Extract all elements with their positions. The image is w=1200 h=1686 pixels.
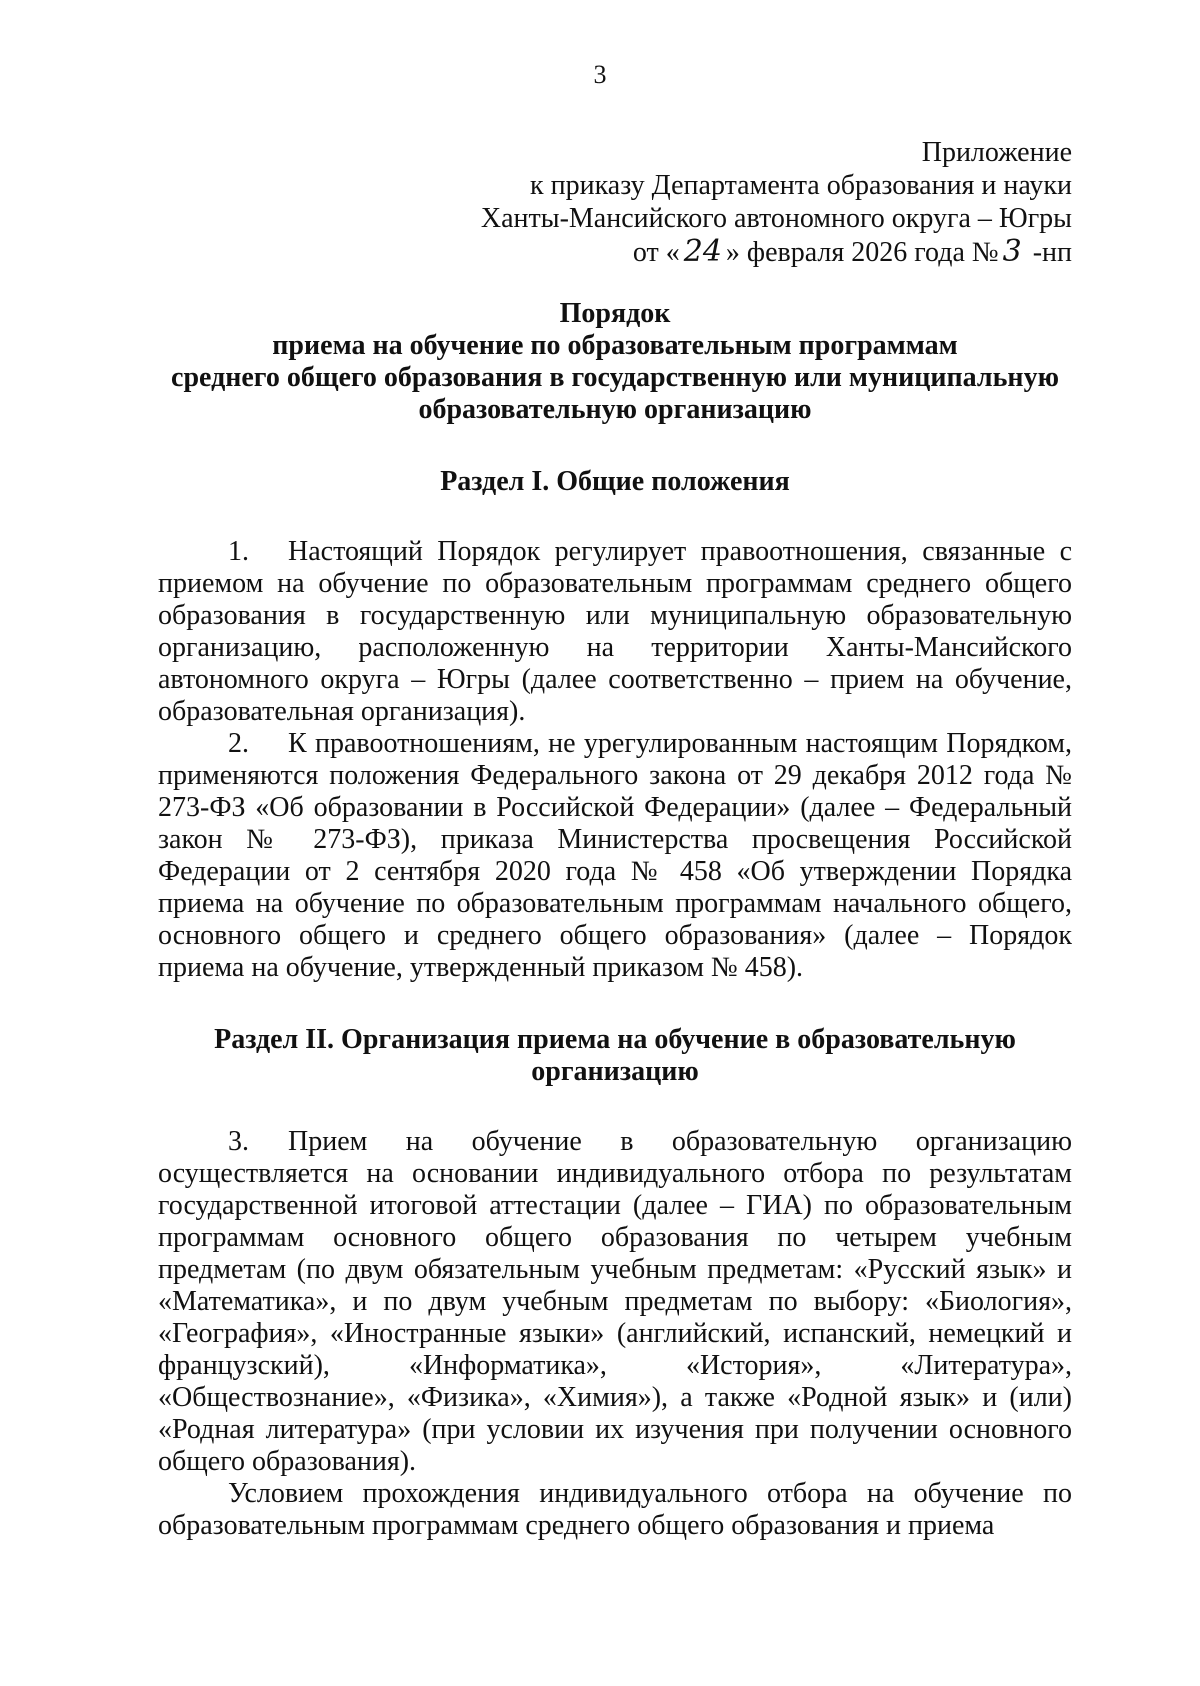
paragraph-4-text: Условием прохождения индивидуального отбора на обучение по образовательным программам среднего общего образования и приема [158, 1478, 1072, 1541]
paragraph-2 [158, 728, 1072, 984]
appendix-order-ref: к приказу Департамента образования и науки [530, 170, 1072, 201]
paragraph-1 [158, 536, 1072, 728]
paragraph-3-text: Прием на обучение в образовательную организацию осуществляется на основании индивидуального отбора по результатам государственной итоговой аттестации (далее – ГИА) по образовательным программам основного общего образования по четырем учебным предметам (по двум обязательным учебным предметам: «Русский язык» и «Математика», и по двум учебным предметам по выбору: «Биология», «География», «Иностранные языки» (английский, испанский, немецкий и французский), «Информатика», «История», «Литература», «Обществознание», «Физика», «Химия»), а также «Родной язык» и (или) «Родная литература» (при условии их изучения при получении основного общего образования). [158, 1126, 1072, 1477]
appendix-region: Ханты-Мансийского автономного округа – Югры [480, 203, 1072, 234]
section-1-heading: Раздел I. Общие положения [440, 466, 790, 497]
title-line-2: приема на обучение по образовательным программам [272, 330, 958, 361]
date-middle: » февраля 2026 года № [725, 237, 999, 268]
date-suffix: -нп [1032, 237, 1072, 268]
title-line-1: Порядок [559, 298, 671, 329]
paragraph-1-text: Настоящий Порядок регулирует правоотношения, связанные с приемом на обучение по образовательным программам среднего общего образования в государственную или муниципальную образовательную организацию, расположенную на территории Ханты-Мансийского автономного округа – Югры (далее соответственно – прием на обучение, образовательная организация). [158, 536, 1072, 727]
paragraph-2-number: 2. [228, 728, 249, 759]
handwritten-number: 3 [1002, 234, 1022, 269]
paragraph-4 [158, 1478, 1072, 1542]
paragraph-2-text: К правоотношениям, не урегулированным настоящим Порядком, применяются положения Федерального закона от 29 декабря 2012 года № 273-ФЗ «Об образовании в Российской Федерации» (далее – Федеральный закон № 273-ФЗ), приказа Министерства просвещения Российской Федерации от 2 сентября 2020 года № 458 «Об утверждении Порядка приема на обучение по образовательным программам начального общего, основного общего и среднего общего образования» (далее – Порядок приема на обучение, утвержденный приказом № 458). [158, 728, 1072, 983]
paragraph-3 [158, 1126, 1072, 1478]
paragraph-1-number: 1. [228, 536, 249, 567]
paragraph-3-number: 3. [228, 1126, 249, 1157]
section-2-heading-line-2: организацию [531, 1056, 699, 1087]
document-body [158, 298, 1072, 1542]
page-number: 3 [593, 60, 607, 89]
document-title [158, 298, 1072, 426]
appendix-title: Приложение [921, 137, 1072, 168]
appendix-block [481, 136, 1072, 269]
handwritten-day: 24 [683, 234, 722, 269]
section-2-heading-line-1: Раздел II. Организация приема на обучение в образовательную [214, 1024, 1016, 1055]
section-2-heading [158, 1024, 1072, 1088]
title-line-4: образовательную организацию [418, 394, 812, 425]
appendix-date-line [481, 235, 1072, 269]
date-prefix: от « [632, 237, 680, 268]
title-line-3: среднего общего образования в государственную или муниципальную [171, 362, 1059, 393]
